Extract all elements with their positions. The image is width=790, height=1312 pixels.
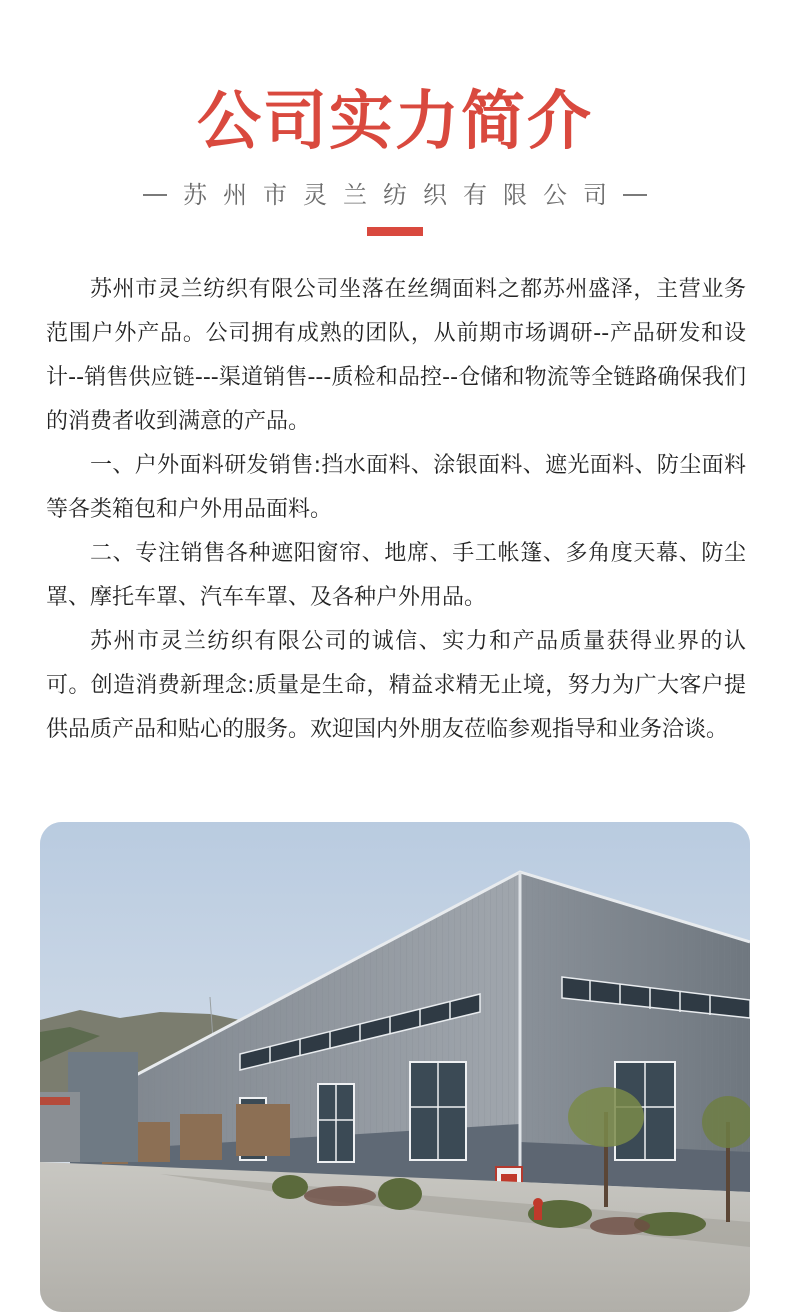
factory-building-photo <box>40 822 750 1312</box>
company-name-subtitle: 苏州市灵兰纺织有限公司 <box>183 181 623 209</box>
product-line-paragraph: 一、户外面料研发销售:挡水面料、涂银面料、遮光面料、防尘面料等各类箱包和户外用品面料。 <box>46 453 746 522</box>
sales-focus-paragraph: 二、专注销售各种遮阳窗帘、地席、手工帐篷、多角度天幕、防尘罩、摩托车罩、汽车车罩、及各种户外用品。 <box>46 541 746 610</box>
factory-photo <box>40 822 750 1312</box>
left-dash-divider <box>143 194 167 196</box>
subtitle-row <box>0 178 790 212</box>
closing-paragraph: 苏州市灵兰纺织有限公司的诚信、实力和产品质量获得业界的认可。创造消费新理念:质量是生命，精益求精无止境，努力为广大客户提供品质产品和贴心的服务。欢迎国内外朋友莅临参观指导和业务洽谈。 <box>46 629 746 742</box>
right-dash-divider <box>623 194 647 196</box>
intro-text <box>46 268 746 752</box>
intro-paragraph: 苏州市灵兰纺织有限公司坐落在丝绸面料之都苏州盛泽，主营业务范围户外产品。公司拥有成熟的团队，从前期市场调研--产品研发和设计--销售供应链---渠道销售---质检和品控--仓储和物流等全链路确保我们的消费者收到满意的产品。 <box>46 277 746 434</box>
page-title: 公司实力简介 <box>197 85 593 159</box>
title-accent-bar <box>367 227 423 236</box>
